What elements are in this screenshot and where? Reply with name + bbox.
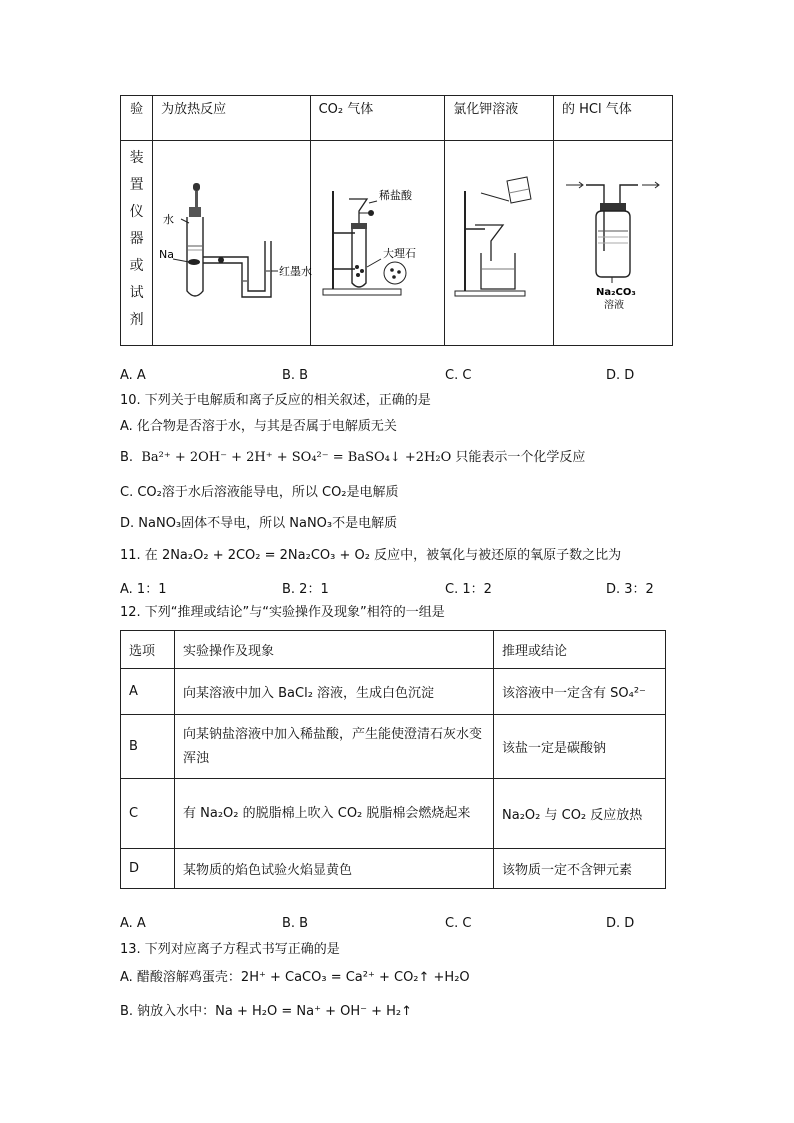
q10-option-b[interactable]: B. Ba²⁺ + 2OH⁻ + 2H⁺ + SO₄²⁻ = BaSO₄↓ +2H₂O 只能表示一个化学反应: [120, 450, 586, 465]
q11-option-b[interactable]: B. 2：1: [282, 582, 329, 597]
table1-row1-col1: 验: [121, 96, 153, 141]
apparatus-c-cell: [445, 141, 554, 346]
q12-row-c-operation: 有 Na₂O₂ 的脱脂棉上吹入 CO₂ 脱脂棉会燃烧起来: [175, 779, 494, 849]
q12-row-c-conclusion: Na₂O₂ 与 CO₂ 反应放热: [494, 779, 666, 849]
water-label: 水: [163, 213, 175, 226]
q9-option-d[interactable]: D. D: [606, 368, 635, 383]
apparatus-b-cell: [310, 141, 445, 346]
table1-row1-col4: 氯化钾溶液: [445, 96, 554, 141]
q12-header-operation: 实验操作及现象: [175, 631, 494, 669]
q13-option-b[interactable]: B. 钠放入水中：Na + H₂O = Na⁺ + OH⁻ + H₂↑: [120, 1004, 413, 1019]
q10-option-c[interactable]: C. CO₂溶于水后溶液能导电，所以 CO₂是电解质: [120, 485, 399, 500]
q12-option-a[interactable]: A. A: [120, 916, 146, 931]
q12-header-option: 选项: [121, 631, 175, 669]
q11-option-d[interactable]: D. 3：2: [606, 582, 654, 597]
q12-row-d-operation: 某物质的焰色试验火焰显黄色: [175, 849, 494, 889]
q9-option-c[interactable]: C. C: [445, 368, 472, 383]
apparatus-table: [120, 95, 673, 346]
q12-table: [120, 630, 666, 889]
q12-row-a-operation: 向某溶液中加入 BaCl₂ 溶液，生成白色沉淀: [175, 669, 494, 715]
na2co3-label: Na₂CO₃: [596, 287, 636, 298]
table-row: [121, 669, 666, 715]
q11-stem: 11. 在 2Na₂O₂ + 2CO₂ = 2Na₂CO₃ + O₂ 反应中，被氧化与被还原的氧原子数之比为: [120, 548, 622, 563]
na-label: Na: [159, 248, 175, 261]
q12-option-c[interactable]: C. C: [445, 916, 472, 931]
filtration-apparatus-image: [445, 141, 552, 341]
q12-row-c-option: C: [121, 779, 175, 849]
q12-header-conclusion: 推理或结论: [494, 631, 666, 669]
gas-washing-bottle-image: [554, 141, 672, 341]
q11-option-a[interactable]: A. 1：1: [120, 582, 167, 597]
q9-option-a[interactable]: A. A: [120, 368, 146, 383]
q10-option-d[interactable]: D. NaNO₃固体不导电，所以 NaNO₃不是电解质: [120, 516, 398, 531]
q12-row-a-option: A: [121, 669, 175, 715]
q12-row-d-conclusion: 该物质一定不含钾元素: [494, 849, 666, 889]
apparatus-d-cell: [554, 141, 673, 346]
apparatus-a-cell: [153, 141, 313, 346]
q12-row-b-operation: 向某钠盐溶液中加入稀盐酸，产生能使澄清石灰水变浑浊: [175, 715, 494, 779]
q12-row-d-option: D: [121, 849, 175, 889]
q13-option-a[interactable]: A. 醋酸溶解鸡蛋壳：2H⁺ + CaCO₃ = Ca²⁺ + CO₂↑ +H₂O: [120, 970, 470, 985]
red-ink-label: 红墨水: [279, 265, 313, 278]
q13-stem: 13. 下列对应离子方程式书写正确的是: [120, 942, 340, 957]
solution-label: 溶液: [604, 300, 624, 311]
table-row: [121, 849, 666, 889]
q12-row-b-conclusion: 该盐一定是碳酸钠: [494, 715, 666, 779]
co2-generator-image: [311, 141, 444, 341]
table1-row2-label: 装 置 仪 器 或 试 剂: [121, 141, 153, 346]
q10-stem: 10. 下列关于电解质和离子反应的相关叙述，正确的是: [120, 393, 431, 408]
table-row: [121, 779, 666, 849]
table1-row1-col3: CO₂ 气体: [310, 96, 445, 141]
q12-option-d[interactable]: D. D: [606, 916, 635, 931]
q12-row-a-conclusion: 该溶液中一定含有 SO₄²⁻: [494, 669, 666, 715]
q12-stem: 12. 下列“推理或结论”与“实验操作及现象”相符的一组是: [120, 605, 445, 620]
q12-row-b-option: B: [121, 715, 175, 779]
q9-option-b[interactable]: B. B: [282, 368, 309, 383]
q11-option-c[interactable]: C. 1：2: [445, 582, 492, 597]
na-water-apparatus-image: [153, 141, 313, 341]
table1-row1-col5: 的 HCl 气体: [554, 96, 673, 141]
q12-option-b[interactable]: B. B: [282, 916, 309, 931]
table1-row1-col2: 为放热反应: [153, 96, 310, 141]
marble-label: 大理石: [382, 247, 416, 260]
q10-option-a[interactable]: A. 化合物是否溶于水，与其是否属于电解质无关: [120, 419, 397, 434]
table-row: [121, 715, 666, 779]
dilute-hcl-label: 稀盐酸: [378, 189, 412, 202]
